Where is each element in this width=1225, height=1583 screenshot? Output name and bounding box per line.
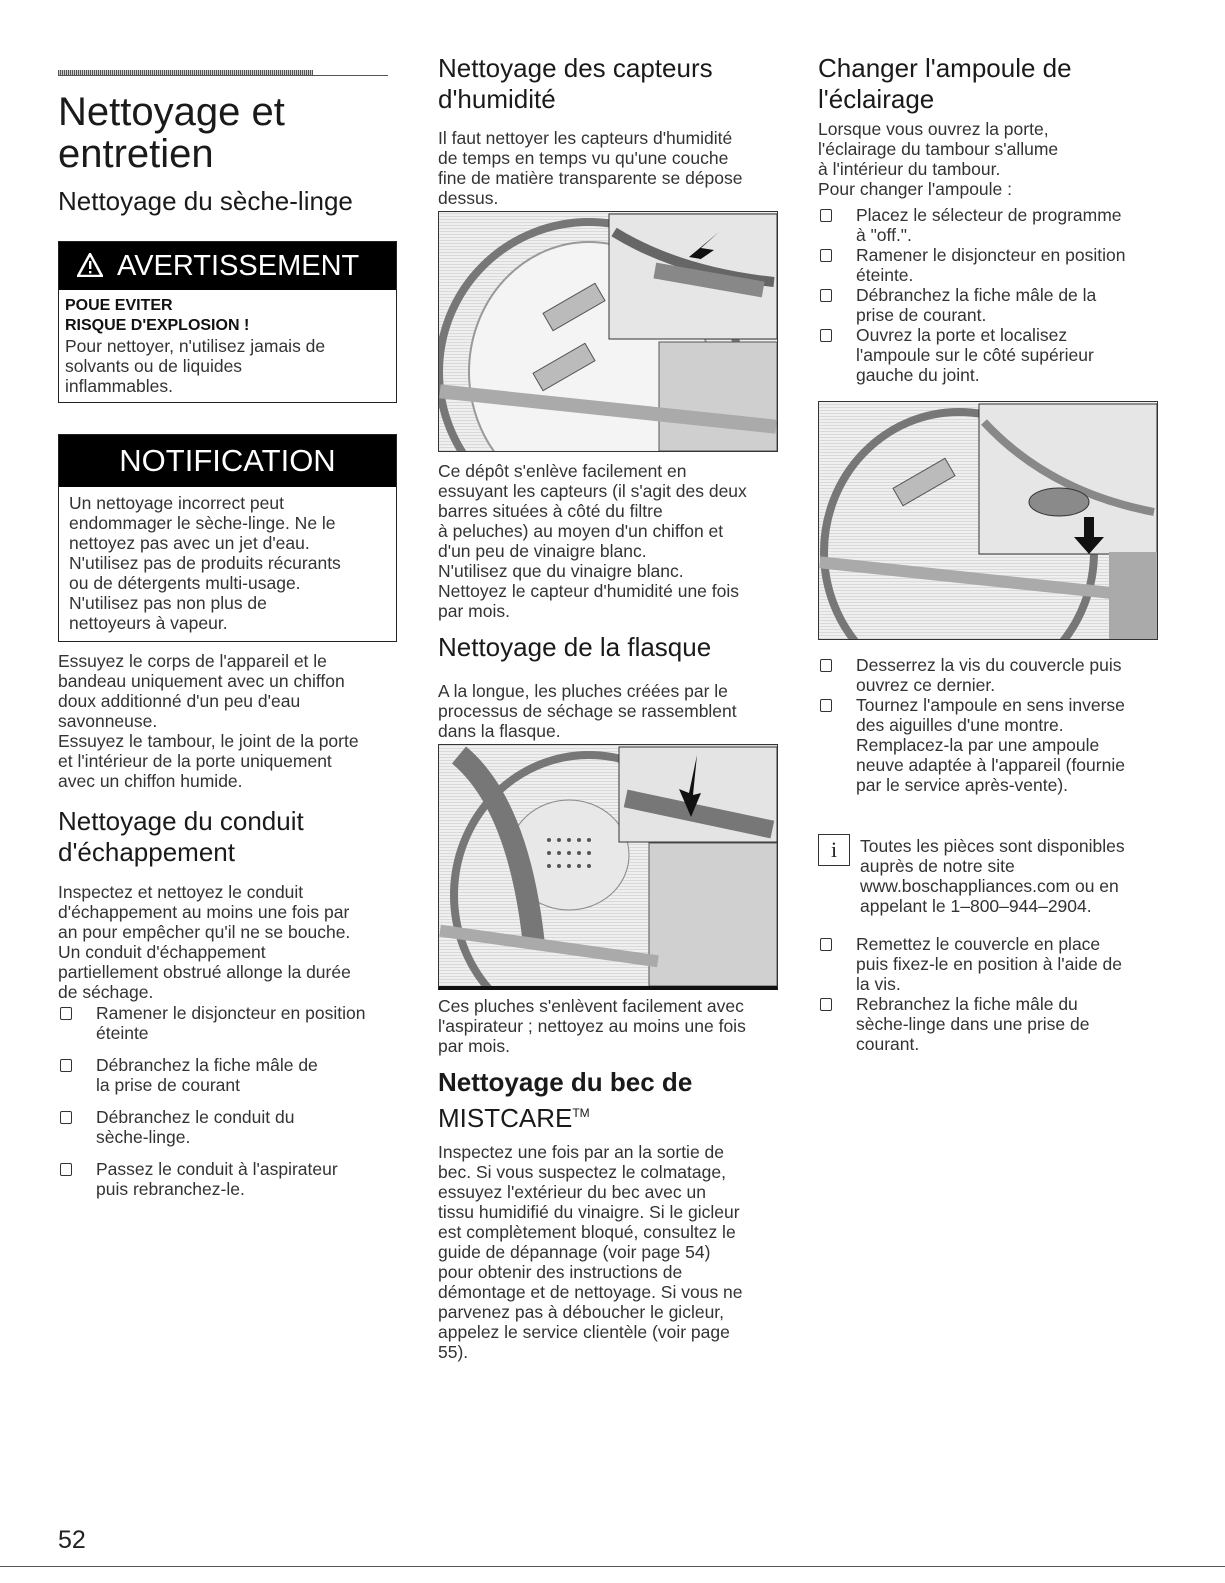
text-line: bec. Si vous suspectez le colmatage, — [438, 1162, 726, 1182]
text-line: avec un chiffon humide. — [58, 771, 243, 791]
checkbox-bullet-icon — [820, 659, 832, 672]
notification-text-line: endommager le sèche-linge. Ne le — [69, 513, 336, 533]
heading-humidity-sensors: Nettoyage des capteurs d'humidité — [438, 53, 713, 114]
text-line: de temps en temps vu qu'une couche — [438, 148, 729, 168]
bulb-steps-list-2 — [818, 655, 1163, 795]
text-line: fine de matière transparente se dépose — [438, 168, 743, 188]
notification-text-line: Un nettoyage incorrect peut — [69, 493, 284, 513]
text-line: de séchage. — [58, 982, 154, 1002]
warning-triangle-icon — [77, 253, 103, 277]
heading-change-bulb: Changer l'ampoule de l'éclairage — [818, 53, 1072, 114]
lint-paragraph-2 — [438, 996, 783, 1056]
info-icon: i — [818, 834, 850, 866]
exhaust-paragraph — [58, 882, 398, 1002]
text-line: Inspectez une fois par an la sortie de — [438, 1142, 725, 1162]
text-line: par mois. — [438, 601, 510, 621]
text-line: Nettoyez le capteur d'humidité une fois — [438, 581, 740, 601]
warning-text-line: Pour nettoyer, n'utilisez jamais de — [65, 336, 326, 356]
text-line: Inspectez et nettoyez le conduit — [58, 882, 304, 902]
text-line: Il faut nettoyer les capteurs d'humidité — [438, 128, 733, 148]
bulb-steps-list-1 — [818, 205, 1163, 385]
list-item: Débranchez la fiche mâle de la prise de courant — [58, 1055, 398, 1095]
list-item: Desserrez la vis du couvercle puis ouvrez ce dernier. — [818, 655, 1163, 695]
text-line: Ces pluches s'enlèvent facilement avec — [438, 996, 744, 1016]
warning-box — [58, 241, 397, 403]
text-line: processus de séchage se rassemblent — [438, 701, 737, 721]
list-item: Placez le sélecteur de programme à "off.". — [818, 205, 1163, 245]
list-item: Débranchez la fiche mâle de la prise de courant. — [818, 285, 1163, 325]
dryer-drum-illustration — [439, 212, 777, 451]
text-line: Essuyez le corps de l'appareil et le — [58, 651, 327, 671]
notification-box — [58, 434, 397, 642]
heading-mistcare-nozzle: Nettoyage du bec de MISTCARE™ — [438, 1067, 693, 1133]
heading-dryer-cleaning: Nettoyage du sèche-linge — [58, 186, 353, 216]
bulb-intro — [818, 119, 1163, 199]
footer-rule — [0, 1566, 1225, 1567]
top-rule — [58, 70, 388, 76]
exhaust-steps-list — [58, 1003, 398, 1199]
checkbox-bullet-icon — [820, 699, 832, 712]
vacuum-lint-illustration — [439, 745, 777, 986]
sensors-paragraph — [438, 128, 783, 208]
list-item: Remettez le couvercle en place puis fixez-le en position à l'aide de la vis. — [818, 934, 1163, 994]
checkbox-bullet-icon — [820, 938, 832, 951]
text-line: barres situées à côté du filtre — [438, 501, 663, 521]
text-line: guide de dépannage (voir page 54) — [438, 1242, 711, 1262]
text-line: N'utilisez que du vinaigre blanc. — [438, 561, 684, 581]
list-item: Passez le conduit à l'aspirateur puis rebranchez-le. — [58, 1159, 398, 1199]
warning-bold-line: RISQUE D'EXPLOSION ! — [65, 317, 250, 334]
warning-body — [59, 290, 396, 396]
text-line: doux additionné d'un peu d'eau — [58, 691, 301, 711]
sensors-paragraph-2 — [438, 461, 783, 621]
bulb-steps-list-3 — [818, 934, 1163, 1054]
list-item: Débranchez le conduit du sèche-linge. — [58, 1107, 398, 1147]
list-item: Tournez l'ampoule en sens inverse des aiguilles d'une montre. Remplacez-la par une ampoule neuve adaptée à l'appareil (fournie par le service après-vente). — [818, 695, 1163, 795]
page-title: Nettoyage et entretien — [58, 90, 285, 176]
notification-body — [59, 487, 396, 633]
notification-text-line: ou de détergents multi-usage. — [69, 573, 301, 593]
list-item: Ouvrez la porte et localisez l'ampoule sur le côté supérieur gauche du joint. — [818, 325, 1163, 385]
text-line: essuyez l'extérieur du bec avec un — [438, 1182, 706, 1202]
checkbox-bullet-icon — [820, 329, 832, 342]
text-line: tissu humidifié du vinaigre. Si le gicleur — [438, 1202, 740, 1222]
page-number: 52 — [58, 1526, 86, 1554]
text-line: parvenez pas à déboucher le gicleur, — [438, 1302, 725, 1322]
notification-text-line: nettoyez pas avec un jet d'eau. — [69, 533, 310, 553]
text-line: par mois. — [438, 1036, 510, 1056]
text-line: à l'intérieur du tambour. — [818, 159, 1001, 179]
notification-text-line: N'utilisez pas de produits récurants — [69, 553, 341, 573]
checkbox-bullet-icon — [60, 1163, 72, 1176]
notification-header: NOTIFICATION — [59, 435, 396, 487]
text-line: d'échappement au moins une fois par — [58, 902, 350, 922]
text-line: démontage et de nettoyage. Si vous ne — [438, 1282, 743, 1302]
text-line: dessus. — [438, 188, 499, 208]
mistcare-paragraph — [438, 1142, 783, 1362]
list-item: Rebranchez la fiche mâle du sèche-linge dans une prise de courant. — [818, 994, 1163, 1054]
text-line: Essuyez le tambour, le joint de la porte — [58, 731, 359, 751]
text-line: Ce dépôt s'enlève facilement en — [438, 461, 687, 481]
text-line: dans la flasque. — [438, 721, 561, 741]
checkbox-bullet-icon — [60, 1111, 72, 1124]
text-line: appelez le service clientèle (voir page — [438, 1322, 730, 1342]
checkbox-bullet-icon — [820, 209, 832, 222]
heading-exhaust-duct: Nettoyage du conduit d'échappement — [58, 806, 304, 867]
text-line: Toutes les pièces sont disponibles — [860, 836, 1125, 856]
figure-bulb-location — [818, 401, 1158, 640]
list-item: Ramener le disjoncteur en position éteinte — [58, 1003, 398, 1043]
text-line: partiellement obstrué allonge la durée — [58, 962, 351, 982]
text-line: d'un peu de vinaigre blanc. — [438, 541, 647, 561]
warning-header: AVERTISSEMENT — [59, 242, 396, 290]
text-line: à peluches) au moyen d'un chiffon et — [438, 521, 724, 541]
text-line: et l'intérieur de la porte uniquement — [58, 751, 332, 771]
checkbox-bullet-icon — [60, 1059, 72, 1072]
text-line: pour obtenir des instructions de — [438, 1262, 683, 1282]
text-line: auprès de notre site — [860, 856, 1015, 876]
text-line: l'éclairage du tambour s'allume — [818, 139, 1059, 159]
figure-humidity-sensors — [438, 211, 778, 452]
text-line: www.boschappliances.com ou en — [860, 876, 1119, 896]
text-line: Lorsque vous ouvrez la porte, — [818, 119, 1049, 139]
text-line: Pour changer l'ampoule : — [818, 179, 1013, 199]
text-line: l'aspirateur ; nettoyez au moins une fois — [438, 1016, 746, 1036]
info-note — [856, 836, 1170, 916]
warning-bold-line: POUE EVITER — [65, 297, 173, 314]
checkbox-bullet-icon — [820, 249, 832, 262]
figure-lint-trap — [438, 744, 778, 990]
list-item: Ramener le disjoncteur en position éteinte. — [818, 245, 1163, 285]
cleaning-paragraph — [58, 651, 398, 791]
notification-text-line: N'utilisez pas non plus de — [69, 593, 267, 613]
text-line: appelant le 1–800–944–2904. — [860, 896, 1092, 916]
checkbox-bullet-icon — [820, 998, 832, 1011]
text-line: essuyant les capteurs (il s'agit des deux — [438, 481, 747, 501]
text-line: bandeau uniquement avec un chiffon — [58, 671, 345, 691]
text-line: an pour empêcher qu'il ne se bouche. — [58, 922, 351, 942]
notification-text-line: nettoyeurs à vapeur. — [69, 613, 228, 633]
text-line: Un conduit d'échappement — [58, 942, 266, 962]
text-line: 55). — [438, 1342, 469, 1362]
drum-bulb-illustration — [819, 402, 1157, 639]
warning-text-line: inflammables. — [65, 376, 173, 396]
warning-text-line: solvants ou de liquides — [65, 356, 243, 376]
lint-paragraph — [438, 681, 783, 741]
text-line: A la longue, les pluches créées par le — [438, 681, 728, 701]
text-line: est complètement bloqué, consultez le — [438, 1222, 736, 1242]
checkbox-bullet-icon — [60, 1007, 72, 1020]
heading-lint-trap: Nettoyage de la flasque — [438, 632, 712, 662]
text-line: savonneuse. — [58, 711, 158, 731]
checkbox-bullet-icon — [820, 289, 832, 302]
